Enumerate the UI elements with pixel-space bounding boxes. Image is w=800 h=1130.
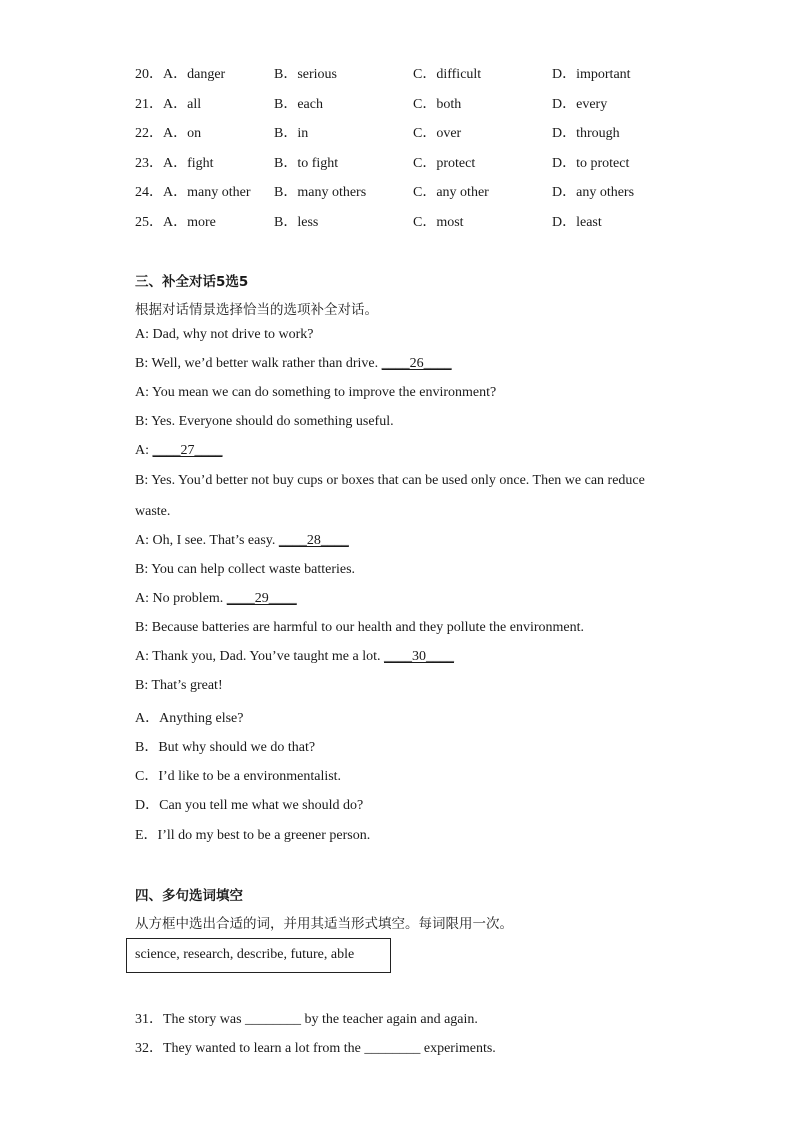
dialogue-line: B: You can help collect waste batteries. xyxy=(135,562,356,577)
option-d: D．any others xyxy=(552,185,635,200)
blank-27[interactable]: ____27____ xyxy=(152,443,223,458)
word-box xyxy=(126,938,391,973)
blank-28[interactable]: ____28____ xyxy=(278,533,349,548)
question-number: 23． xyxy=(135,155,163,171)
dialogue-text: B: Well, we’d better walk rather than drive. xyxy=(135,356,382,371)
choice-b: B．But why should we do that? xyxy=(135,740,316,755)
option-d: D．every xyxy=(552,96,608,112)
option-a-text: A．many other xyxy=(163,185,251,200)
option-a xyxy=(135,93,201,113)
option-a-text: A．more xyxy=(163,214,216,230)
choice-e: E．I’ll do my best to be a greener person. xyxy=(135,828,371,843)
option-a-text: A．all xyxy=(163,96,202,112)
option-a-text: A．on xyxy=(163,126,202,141)
option-b: B．in xyxy=(274,126,309,141)
option-a xyxy=(135,211,216,231)
section-4-title: 四、多句选词填空 xyxy=(135,888,243,904)
option-row-22 xyxy=(135,122,695,152)
option-row-24 xyxy=(135,181,695,211)
option-row-23 xyxy=(135,152,695,182)
option-a xyxy=(135,122,201,142)
dialogue-line xyxy=(135,649,454,665)
dialogue-line: B: Because batteries are harmful to our health and they pollute the environment. xyxy=(135,620,585,635)
option-b: B．each xyxy=(274,96,323,112)
dialogue-line xyxy=(135,356,452,372)
option-b: B．to fight xyxy=(274,155,339,171)
blank-29[interactable]: ____29____ xyxy=(226,591,297,606)
option-c: C．protect xyxy=(413,155,476,171)
choice-d: D．Can you tell me what we should do? xyxy=(135,798,364,813)
option-b: B．many others xyxy=(274,185,367,200)
dialogue-line: B: Yes. Everyone should do something useful. xyxy=(135,414,394,429)
option-a-text: A．fight xyxy=(163,155,214,171)
option-a xyxy=(135,152,214,172)
option-c: C．most xyxy=(413,214,464,230)
option-d: D．important xyxy=(552,67,631,82)
option-row-21 xyxy=(135,93,695,123)
dialogue-line: A: Dad, why not drive to work? xyxy=(135,327,314,342)
option-b: B．less xyxy=(274,214,319,230)
option-c: C．difficult xyxy=(413,67,482,82)
question-number: 22． xyxy=(135,126,163,141)
choice-a: A．Anything else? xyxy=(135,711,244,726)
section-3-title: 三、补全对话5选5 xyxy=(135,274,249,290)
dialogue-line xyxy=(135,443,223,459)
dialogue-line: B: Yes. You’d better not buy cups or boxes that can be used only once. Then we can reduce xyxy=(135,473,645,488)
question-32: 32．They wanted to learn a lot from the ________ experiments. xyxy=(135,1041,496,1056)
option-a xyxy=(135,63,225,83)
dialogue-text: A: Oh, I see. That’s easy. xyxy=(135,533,279,548)
option-a-text: A．danger xyxy=(163,67,226,82)
dialogue-text: A: Thank you, Dad. You’ve taught me a lot. xyxy=(135,649,384,664)
option-d: D．through xyxy=(552,126,620,141)
word-box-text: science, research, describe, future, able xyxy=(135,947,355,962)
section-3-instruction: 根据对话情景选择恰当的选项补全对话。 xyxy=(135,302,378,318)
question-number: 20． xyxy=(135,67,163,82)
section-4-instruction: 从方框中选出合适的词，并用其适当形式填空。每词限用一次。 xyxy=(135,916,513,932)
option-c: C．any other xyxy=(413,185,489,200)
options-grid xyxy=(135,63,695,240)
question-number: 21． xyxy=(135,96,163,112)
dialogue-line: A: You mean we can do something to improve the environment? xyxy=(135,385,497,400)
dialogue-line-wrap: waste. xyxy=(135,504,171,519)
blank-30[interactable]: ____30____ xyxy=(384,649,454,664)
dialogue-text: A: xyxy=(135,443,153,458)
blank-26[interactable]: ____26____ xyxy=(381,356,452,371)
dialogue-line xyxy=(135,591,297,607)
question-number: 25． xyxy=(135,214,163,230)
dialogue-text: A: No problem. xyxy=(135,591,227,606)
option-d: D．least xyxy=(552,214,602,230)
option-row-20 xyxy=(135,63,695,93)
option-c: C．over xyxy=(413,126,462,141)
question-number: 24． xyxy=(135,185,163,200)
option-d: D．to protect xyxy=(552,155,630,171)
choice-c: C．I’d like to be a environmentalist. xyxy=(135,769,342,784)
dialogue-line: B: That’s great! xyxy=(135,678,223,693)
dialogue-line xyxy=(135,533,349,549)
option-b: B．serious xyxy=(274,67,337,82)
option-a xyxy=(135,181,250,201)
question-31: 31．The story was ________ by the teacher again and again. xyxy=(135,1012,478,1027)
option-row-25 xyxy=(135,211,695,241)
option-c: C．both xyxy=(413,96,462,112)
